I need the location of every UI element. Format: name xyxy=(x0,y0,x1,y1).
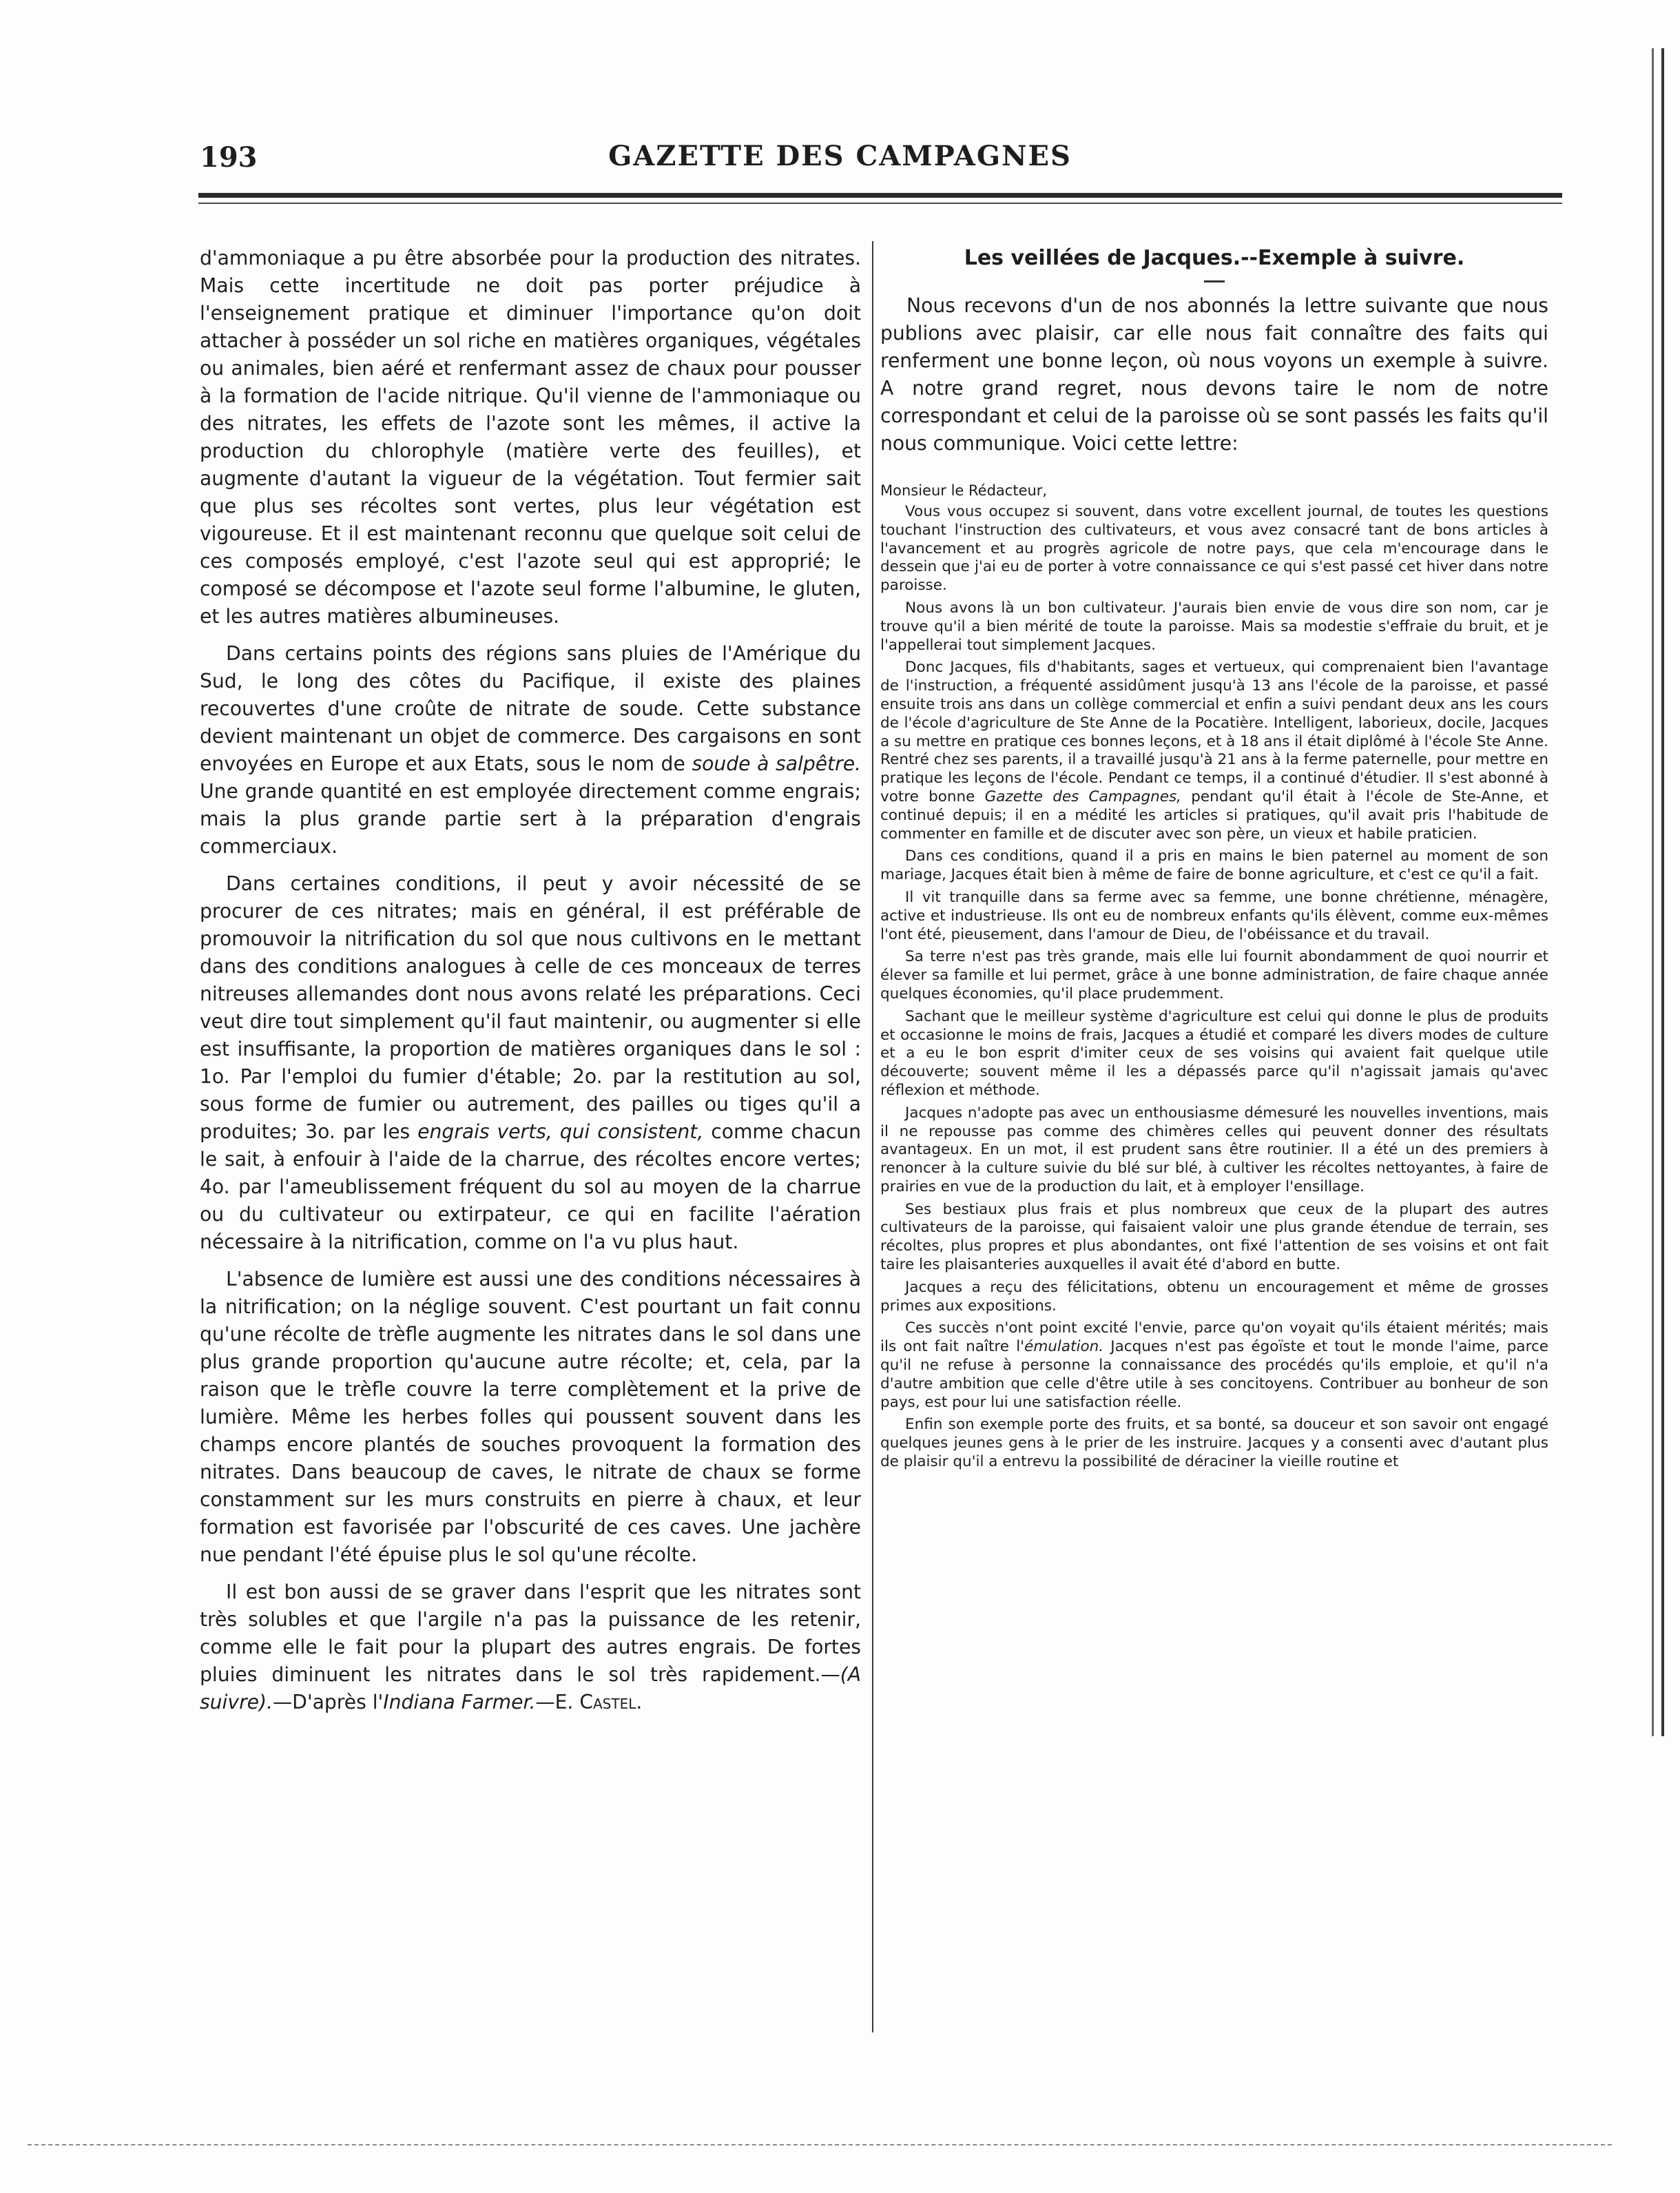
letter-body xyxy=(880,503,1548,1472)
italic-term: engrais verts, qui consistent, xyxy=(417,1120,704,1143)
column-divider xyxy=(872,241,873,2032)
letter-paragraph: Enfin son exemple porte des fruits, et sa bonté, sa douceur et son savoir ont engagé quelques jeunes gens à le prier de les instruire. Jacques y a consenti avec d'autant plus de plaisir qu'il a entrevu la possibilité de déraciner la vieille routine et xyxy=(880,1416,1548,1471)
letter-paragraph: Sa terre n'est pas très grande, mais elle lui fournit abondamment de quoi nourrir et élever sa famille et lui permet, grâce à une bonne administration, de faire chaque année quelques économies, qu'il place prudemment. xyxy=(880,948,1548,1002)
text-run: Dans certains points des régions sans pluies de l'Amérique du Sud, le long des côtes du Pacifique, il existe des plaines recouvertes d'une croûte de nitrate de soude. Cette substance devient maintenant un objet de commerce. Des cargaisons en sont envoyées en Europe et aux Etats, sous le nom de xyxy=(200,642,861,775)
header-rule-thin xyxy=(198,203,1562,204)
text-run: Ces succès n'ont point excité l'envie, parce qu'on voyait qu'ils étaient mérités; mais ils ont fait naître l' xyxy=(880,1319,1548,1356)
text-run: Dans certaines conditions, il peut y avoir nécessité de se procurer de ces nitrates; mais en général, il est préférable de promouvoir la nitrification du sol que nous cultivons en le mettant dans des conditions analogues à celle de ces monceaux de terres nitreuses allemandes dont nous avons relaté les préparations. Ceci veut dire tout simplement qu'il faut maintenir, ou augmenter si elle est insuffisante, la proportion de matières organiques dans le sol : 1o. Par l'emploi du fumier d'étable; 2o. par la restitution au sol, sous forme de fumier ou autrement, des pailles ou tiges qu'il a produites; 3o. par les xyxy=(200,872,861,1143)
bottom-rule xyxy=(28,2144,1612,2145)
page-number: 193 xyxy=(200,141,258,174)
text-run: comme chacun le sait, à enfouir à l'aide de la charrue, des récoltes encore vertes; 4o. par l'ameublissement fréquent du sol au moyen de la charrue ou du cultivateur ou extirpateur, ce qui en facilite l'aération nécessaire à la nitrification, comme on l'a vu plus haut. xyxy=(200,1120,861,1253)
italic-term: Gazette des Campagnes, xyxy=(984,787,1182,805)
text-run: Jacques n'est pas égoïste et tout le monde l'aime, parce qu'il ne refuse à personne la connaissance des procédés qu'ils emploie, et qu'il n'a d'autre ambition que celle d'être utile à ses concitoyens. Contribuer au bonheur de son pays, est pour lui une satisfaction réelle. xyxy=(880,1338,1548,1411)
letter-paragraph: Nous avons là un bon cultivateur. J'aurais bien envie de vous dire son nom, car je trouve qu'il a bien mérité de toute la paroisse. Mais sa modestie s'effraie du bruit, et je l'appellerai tout simplement Jacques. xyxy=(880,599,1548,654)
page-edge-mark xyxy=(1661,48,1664,1736)
text-run: Donc Jacques, fils d'habitants, sages et vertueux, qui comprenaient bien l'avantage de l'instruction, a fréquenté assidûment jusqu'à 13 ans l'école de la paroisse, et passé ensuite trois ans dans un collège commercial et enfin a suivi pendant deux ans les cours de l'école d'agriculture de Ste Anne de la Pocatière. Intelligent, laborieux, docile, Jacques a su mettre en pratique ces bonnes leçons, et à 18 ans il était diplômé à l'école Ste Anne. Rentré chez ses parents, il a travaillé jusqu'à 21 ans à la ferme paternelle, pour mettre en pratique les leçons de l'école. Pendant ce temps, il a continué d'étudier. Il s'est abonné à votre bonne xyxy=(880,659,1548,805)
article-intro: Nous recevons d'un de nos abonnés la lettre suivante que nous publions avec plaisir, car elle nous fait connaître des faits qui renferment une bonne leçon, où nous voyons un exemple à suivre. A notre grand regret, nous devons taire le nom de notre correspondant et celui de la paroisse où se sont passés les faits qu'il nous communique. Voici cette lettre: xyxy=(880,294,1548,455)
header-rule-thick xyxy=(198,193,1562,198)
left-column xyxy=(200,245,861,2036)
left-paragraph-3 xyxy=(200,870,861,1256)
page-edge-mark xyxy=(1652,48,1654,1736)
letter-paragraph: Dans ces conditions, quand il a pris en mains le bien paternel au moment de son mariage, Jacques était bien à même de faire de bonne agriculture, et c'est ce qu'il a fait. xyxy=(880,847,1548,884)
letter-paragraph: Il vit tranquille dans sa ferme avec sa femme, une bonne chrétienne, ménagère, active et industrieuse. Ils ont eu de nombreux enfants qu'ils élèvent, comme eux-mêmes l'ont été, pieusement, dans l'amour de Dieu, de l'obéissance et du travail. xyxy=(880,888,1548,943)
letter-paragraph: Ses bestiaux plus frais et plus nombreux que ceux de la plupart des autres cultivateurs de la paroisse, qui faisaient valoir une plus grande étendue de terrain, ses récoltes, plus propres et plus abondantes, ont fixé l'attention de ses voisins et ont fait taire les plaisanteries auxquelles il avait été d'abord en butte. xyxy=(880,1200,1548,1274)
letter-paragraph xyxy=(880,1319,1548,1412)
author-signature: E. Castel. xyxy=(554,1691,643,1713)
left-paragraph-2 xyxy=(200,640,861,861)
italic-term: émulation. xyxy=(1024,1338,1104,1356)
text-run: Il est bon aussi de se graver dans l'esprit que les nitrates sont très solubles et que l'argile n'a pas la puissance de les retenir, comme elle le fait pour la plupart des autres engrais. De fortes pluies diminuent les nitrates dans le sol très rapidement.— xyxy=(200,1581,861,1686)
text-run: Une grande quantité en est employée directement comme engrais; mais la plus grande partie sert à la préparation d'engrais commerciaux. xyxy=(200,780,861,858)
header-title: GAZETTE DES CAMPAGNES xyxy=(608,140,1072,172)
text-run: pendant qu'il était à l'école de Ste-Anne, et continué depuis; il en a médité les articles si pratiques, qu'il avait pris l'habitude de commenter en famille et de discuter avec son père, un vieux et habile praticien. xyxy=(880,787,1549,843)
letter-paragraph: Sachant que le meilleur système d'agriculture est celui qui donne le plus de produits et occasionne le moins de frais, Jacques a étudié et comparé les divers modes de culture et a eu le bon esprit d'imiter ceux de ses voisins qui avaient fait quelque utile découverte; souvent même il les a dépassés parce qu'il n'agissait jamais qu'avec réflexion et méthode. xyxy=(880,1007,1548,1099)
article-title: Les veillées de Jacques.--Exemple à suivre. xyxy=(964,246,1465,270)
title-separator xyxy=(1204,280,1225,282)
italic-term: soude à salpêtre. xyxy=(692,752,861,775)
text-run: — xyxy=(535,1691,555,1713)
letter-paragraph: Jacques a reçu des félicitations, obtenu un encouragement et même de grosses primes aux expositions. xyxy=(880,1278,1548,1315)
left-paragraph-4: L'absence de lumière est aussi une des conditions nécessaires à la nitrification; on la néglige souvent. C'est pourtant un fait connu qu'une récolte de trèfle augmente les nitrates dans le sol dans une plus grande proportion qu'aucune autre récolte; et, cela, par la raison que le trèfle couvre la terre complètement et la prive de lumière. Même les herbes folles qui poussent souvent dans les champs encore plantés de souches provoquent la formation des nitrates. Dans beaucoup de caves, le nitrate de chaux se forme constamment sur les murs construits en pierre à chaux, et leur formation est favorisée par l'obscurité de ces caves. Une jachère nue pendant l'été épuise plus le sol qu'une récolte. xyxy=(200,1268,861,1566)
right-column xyxy=(880,245,1548,2050)
letter-salutation: Monsieur le Rédacteur, xyxy=(880,482,1048,499)
letter-paragraph: Vous vous occupez si souvent, dans votre excellent journal, de toutes les questions touchant l'instruction des cultivateurs, et vous avez consacré tant de bons articles à l'avancement et au progrès agricole de notre pays, que cela m'encourage dans le dessein que j'ai eu de porter à votre connaissance ce qui s'est passé cet hiver dans notre paroisse. xyxy=(880,503,1548,595)
text-run: —D'après l' xyxy=(272,1691,384,1713)
source-citation: Indiana Farmer. xyxy=(383,1691,536,1713)
letter-paragraph xyxy=(880,659,1548,843)
left-paragraph-5 xyxy=(200,1578,861,1716)
left-paragraph-1: d'ammoniaque a pu être absorbée pour la production des nitrates. Mais cette incertitude ne doit pas porter préjudice à l'enseignement pratique et diminuer l'importance qu'on doit attacher à posséder un sol riche en matières organiques, végétales ou animales, bien aéré et renfermant assez de chaux pour pousser à la formation de l'acide nitrique. Qu'il vienne de l'ammoniaque ou des nitrates, les effets de l'azote sont les mêmes, il active la production du chlorophyle (matière verte des feuilles), et augmente d'autant la vigueur de la végétation. Tout fermier sait que plus ses récoltes sont vertes, plus leur végétation est vigoureuse. Et il est maintenant reconnu que quelque soit celui de ces composés employé, c'est l'azote seul qui est approprié; le composé se décompose et l'azote seul forme l'albumine, le gluten, et les autres matières albumineuses. xyxy=(200,247,861,628)
letter-paragraph: Jacques n'adopte pas avec un enthousiasme démesuré les nouvelles inventions, mais il ne repousse pas comme des chimères celles qui peuvent donner des résultats avantageux. En un mot, il est prudent sans être routinier. Il a été un des premiers à renoncer à la culture suivie du blé sur blé, à cultiver les récoltes nettoyantes, à faire de prairies en vue de la production du lait, et à employer l'ensillage. xyxy=(880,1104,1548,1195)
italic-term: (A suivre). xyxy=(200,1663,861,1713)
